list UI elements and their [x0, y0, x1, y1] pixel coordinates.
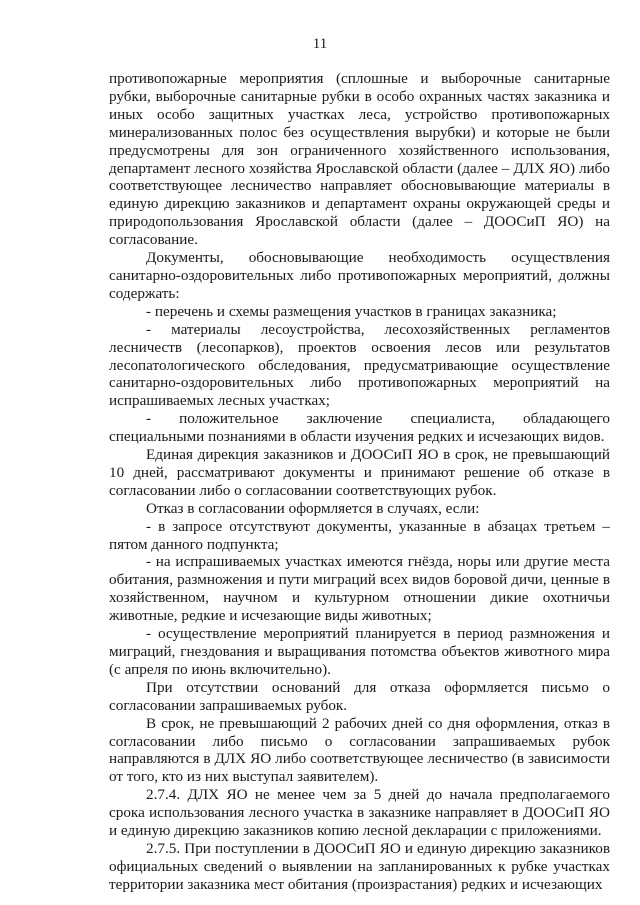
clause-2-7-5: 2.7.5. При поступлении в ДООСиП ЯО и единую дирекцию заказников официальных сведений о выявлении на запланированных к рубке участках территории заказника мест обитания (произрастания) редких и исчезающих [109, 839, 610, 893]
paragraph-5: При отсутствии оснований для отказа оформляется письмо о согласовании запрашиваемых рубок. [109, 678, 610, 714]
document-body [109, 70, 610, 894]
page-number: 11 [312, 36, 328, 52]
list-item-6: - осуществление мероприятий планируется в период размножения и миграций, гнездования и выращивания потомства объектов животного мира (с апреля по июнь включительно). [109, 625, 610, 678]
paragraph-3: Единая дирекция заказников и ДООСиП ЯО в срок, не превышающий 10 дней, рассматривают документы и принимают решение об отказе в согласовании либо о согласовании соответствующих рубок. [109, 446, 610, 499]
list-item-3: - положительное заключение специалиста, обладающего специальными познаниями в области изучения редких и исчезающих видов. [109, 410, 610, 446]
list-item-5: - на испрашиваемых участках имеются гнёзда, норы или другие места обитания, размножения и пути миграций всех видов боровой дичи, ценные в хозяйственном, научном и культурном отношении дикие охотничьи животные, редкие и исчезающие виды животных; [109, 553, 610, 625]
list-item-4: - в запросе отсутствуют документы, указанные в абзацах третьем – пятом данного подпункта; [109, 517, 610, 553]
paragraph-4: Отказ в согласовании оформляется в случаях, если: [146, 499, 480, 517]
paragraph-1: противопожарные мероприятия (сплошные и выборочные санитарные рубки, выборочные санитарные рубки в особо охранных частях заказника и иных особо защитных участках леса, устройство противопожарных минерализованных полос без осуществления вырубки) и которые не были предусмотрены для зон ограниченного хозяйственного использования, департамент лесного хозяйства Ярославской области (далее – ДЛХ ЯО) либо соответствующее лесничество направляет обосновывающие материалы в единую дирекцию заказников и департамент охраны окружающей среды и природопользования Ярославской области (далее – ДООСиП ЯО) на согласование. [109, 70, 610, 249]
list-item-1: - перечень и схемы размещения участков в границах заказника; [146, 302, 557, 320]
paragraph-6: В срок, не превышающий 2 рабочих дней со дня оформления, отказ в согласовании либо письмо о согласовании запрашиваемых рубок направляются в ДЛХ ЯО либо соответствующее лесничество (в зависимости от того, кто из них выступал заявителем). [109, 714, 610, 786]
list-item-2: - материалы лесоустройства, лесохозяйственных регламентов лесничеств (лесопарков), проектов освоения лесов или результатов лесопатологического обследования, предусматривающие осуществление санитарно-оздоровительных либо противопожарных мероприятий на испрашиваемых лесных участках; [109, 320, 610, 410]
clause-2-7-4: 2.7.4. ДЛХ ЯО не менее чем за 5 дней до начала предполагаемого срока использования лесного участка в заказнике направляет в ДООСиП ЯО и единую дирекцию заказников копию лесной декларации с приложениями. [109, 786, 610, 840]
paragraph-2: Документы, обосновывающие необходимость осуществления санитарно-оздоровительных либо противопожарных мероприятий, должны содержать: [109, 249, 610, 302]
